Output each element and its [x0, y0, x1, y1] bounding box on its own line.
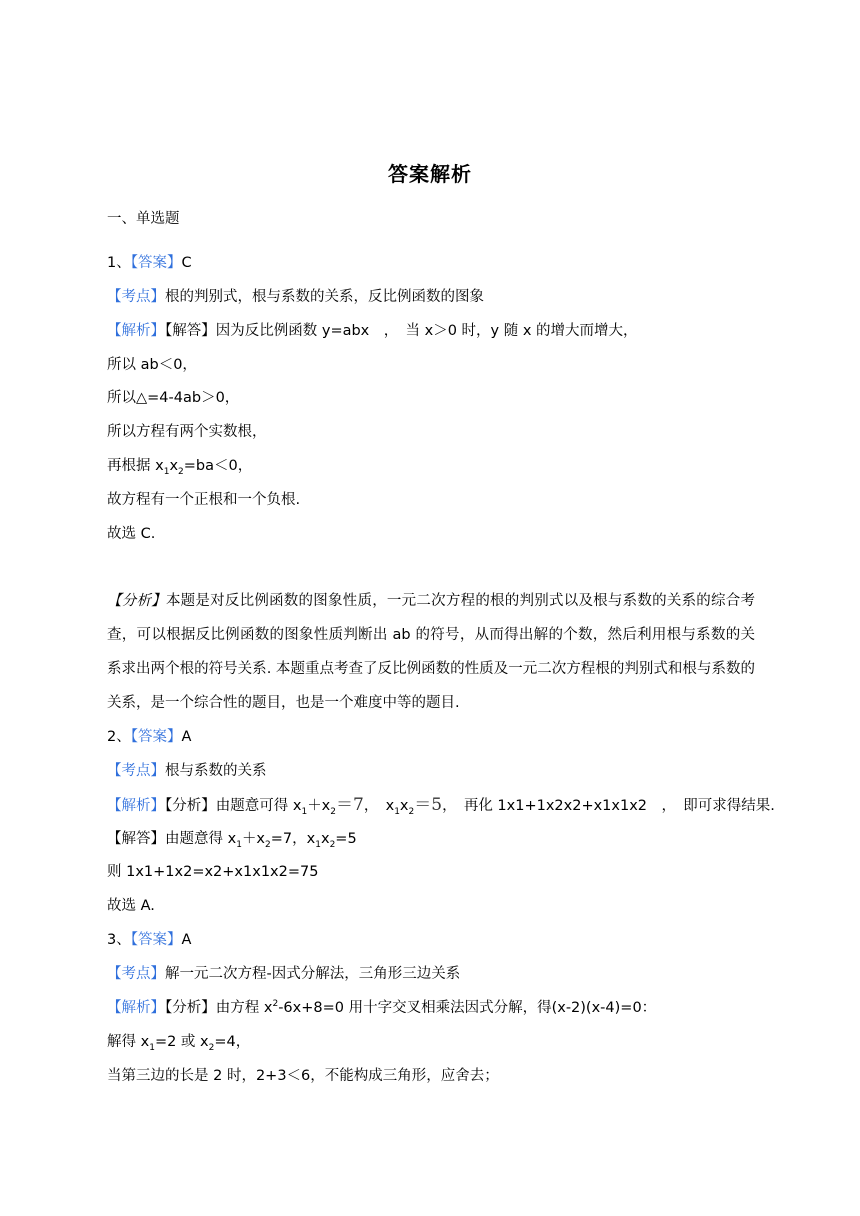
q3-step: 解得 $x_1=2$ 或 $x_2=4$， — [107, 1034, 251, 1053]
formula-image: ＝7 — [336, 795, 364, 815]
q1-jiexi-line — [107, 321, 638, 341]
q3-answer-line — [107, 930, 191, 950]
q2-conclusion: 故选 A. — [107, 898, 155, 914]
q2-number: 2、 — [107, 729, 131, 745]
jiexi-tag: 【解析】 — [107, 323, 165, 339]
kaodian-tag: 【考点】 — [107, 763, 165, 779]
q1-step: 所以△=4-4ab＞0， — [107, 390, 240, 406]
formula-image: ＝5 — [414, 795, 443, 815]
answer-tag: 【答案】 — [130, 255, 182, 271]
q1-analysis-text: 本题是对反比例函数的图象性质，一元二次方程的根的判别式以及根与系数的关系的综合考查，可以根据反比例函数的图象性质判断出 ab 的符号，从而得出解的个数，然后利用根与系数的关系求出两个根的符号关系. 本题重点考查了反比例函数的性质及一元二次方程根的判别式和根与系数的关系，是一个综合性的题目，也是一个难度中等的题目. — [107, 593, 756, 711]
section-heading: 一、单选题 — [107, 211, 180, 227]
q1-kaodian-line — [107, 287, 484, 307]
q3-step: 当第三边的长是 2 时，2+3＜6，不能构成三角形，应舍去； — [107, 1068, 499, 1084]
q1-analysis — [107, 584, 755, 720]
q3-answer: A — [181, 932, 192, 948]
jieda-tag: 【解答】 — [107, 831, 165, 847]
q1-kaodian: 根的判别式，根与系数的关系，反比例函数的图象 — [165, 289, 484, 305]
jiexi-tag: 【解析】 — [107, 798, 165, 814]
q2-jieda-line: 【解答】由题意得 $x_1+x_2=7$，$x_1x_2=5$ — [107, 831, 357, 850]
jieda-tag: 【解答】 — [165, 323, 216, 339]
answer-tag: 【答案】 — [130, 932, 182, 948]
q1-step: 再根据 $x_1x_2=ba<0$， — [107, 458, 253, 477]
q1-answer: C — [181, 255, 192, 271]
q3-kaodian-line — [107, 964, 460, 984]
q1-step: 所以 ab＜0， — [107, 357, 197, 373]
q2-kaodian: 根与系数的关系 — [165, 763, 267, 779]
fenxi-tag: 【分析】 — [107, 593, 166, 609]
q1-answer-line — [107, 253, 192, 273]
q1-conclusion: 故选 C. — [107, 526, 156, 542]
q1-text: 因为反比例函数 y=abx ， 当 x＞0 时，y 随 x 的增大而增大， — [215, 323, 638, 339]
kaodian-tag: 【考点】 — [107, 289, 165, 305]
q2-step: 则 1x1+1x2=x2+x1x1x2=75 — [107, 864, 319, 880]
q3-jiexi-line: 【解析】【分析】由方程 $x^2-6x+8=0$ 用十字交叉相乘法因式分解，得(x-2)(x-4)=0： — [107, 999, 657, 1016]
q3-number: 3、 — [107, 932, 131, 948]
fenxi-tag: 【分析】 — [165, 1000, 216, 1016]
q2-jiexi-line: 【解析】【分析】由题意可得 $x_1+x_2=7$， $x_1x_2=5$， 再化 1x1+1x2x2+x1x1x2 ， 即可求得结果. — [107, 795, 775, 817]
q1-step: 故方程有一个正根和一个负根. — [107, 492, 301, 508]
answer-tag: 【答案】 — [130, 729, 182, 745]
q2-kaodian-line — [107, 761, 267, 781]
jiexi-tag: 【解析】 — [107, 1000, 165, 1016]
q2-answer: A — [181, 729, 192, 745]
kaodian-tag: 【考点】 — [107, 966, 165, 982]
fenxi-tag: 【分析】 — [165, 798, 216, 814]
q1-step: 所以方程有两个实数根， — [107, 424, 267, 440]
q1-number: 1、 — [107, 255, 131, 271]
q2-answer-line — [107, 727, 191, 747]
q3-kaodian: 解一元二次方程-因式分解法，三角形三边关系 — [165, 966, 461, 982]
page-title: 答案解析 — [388, 162, 472, 186]
